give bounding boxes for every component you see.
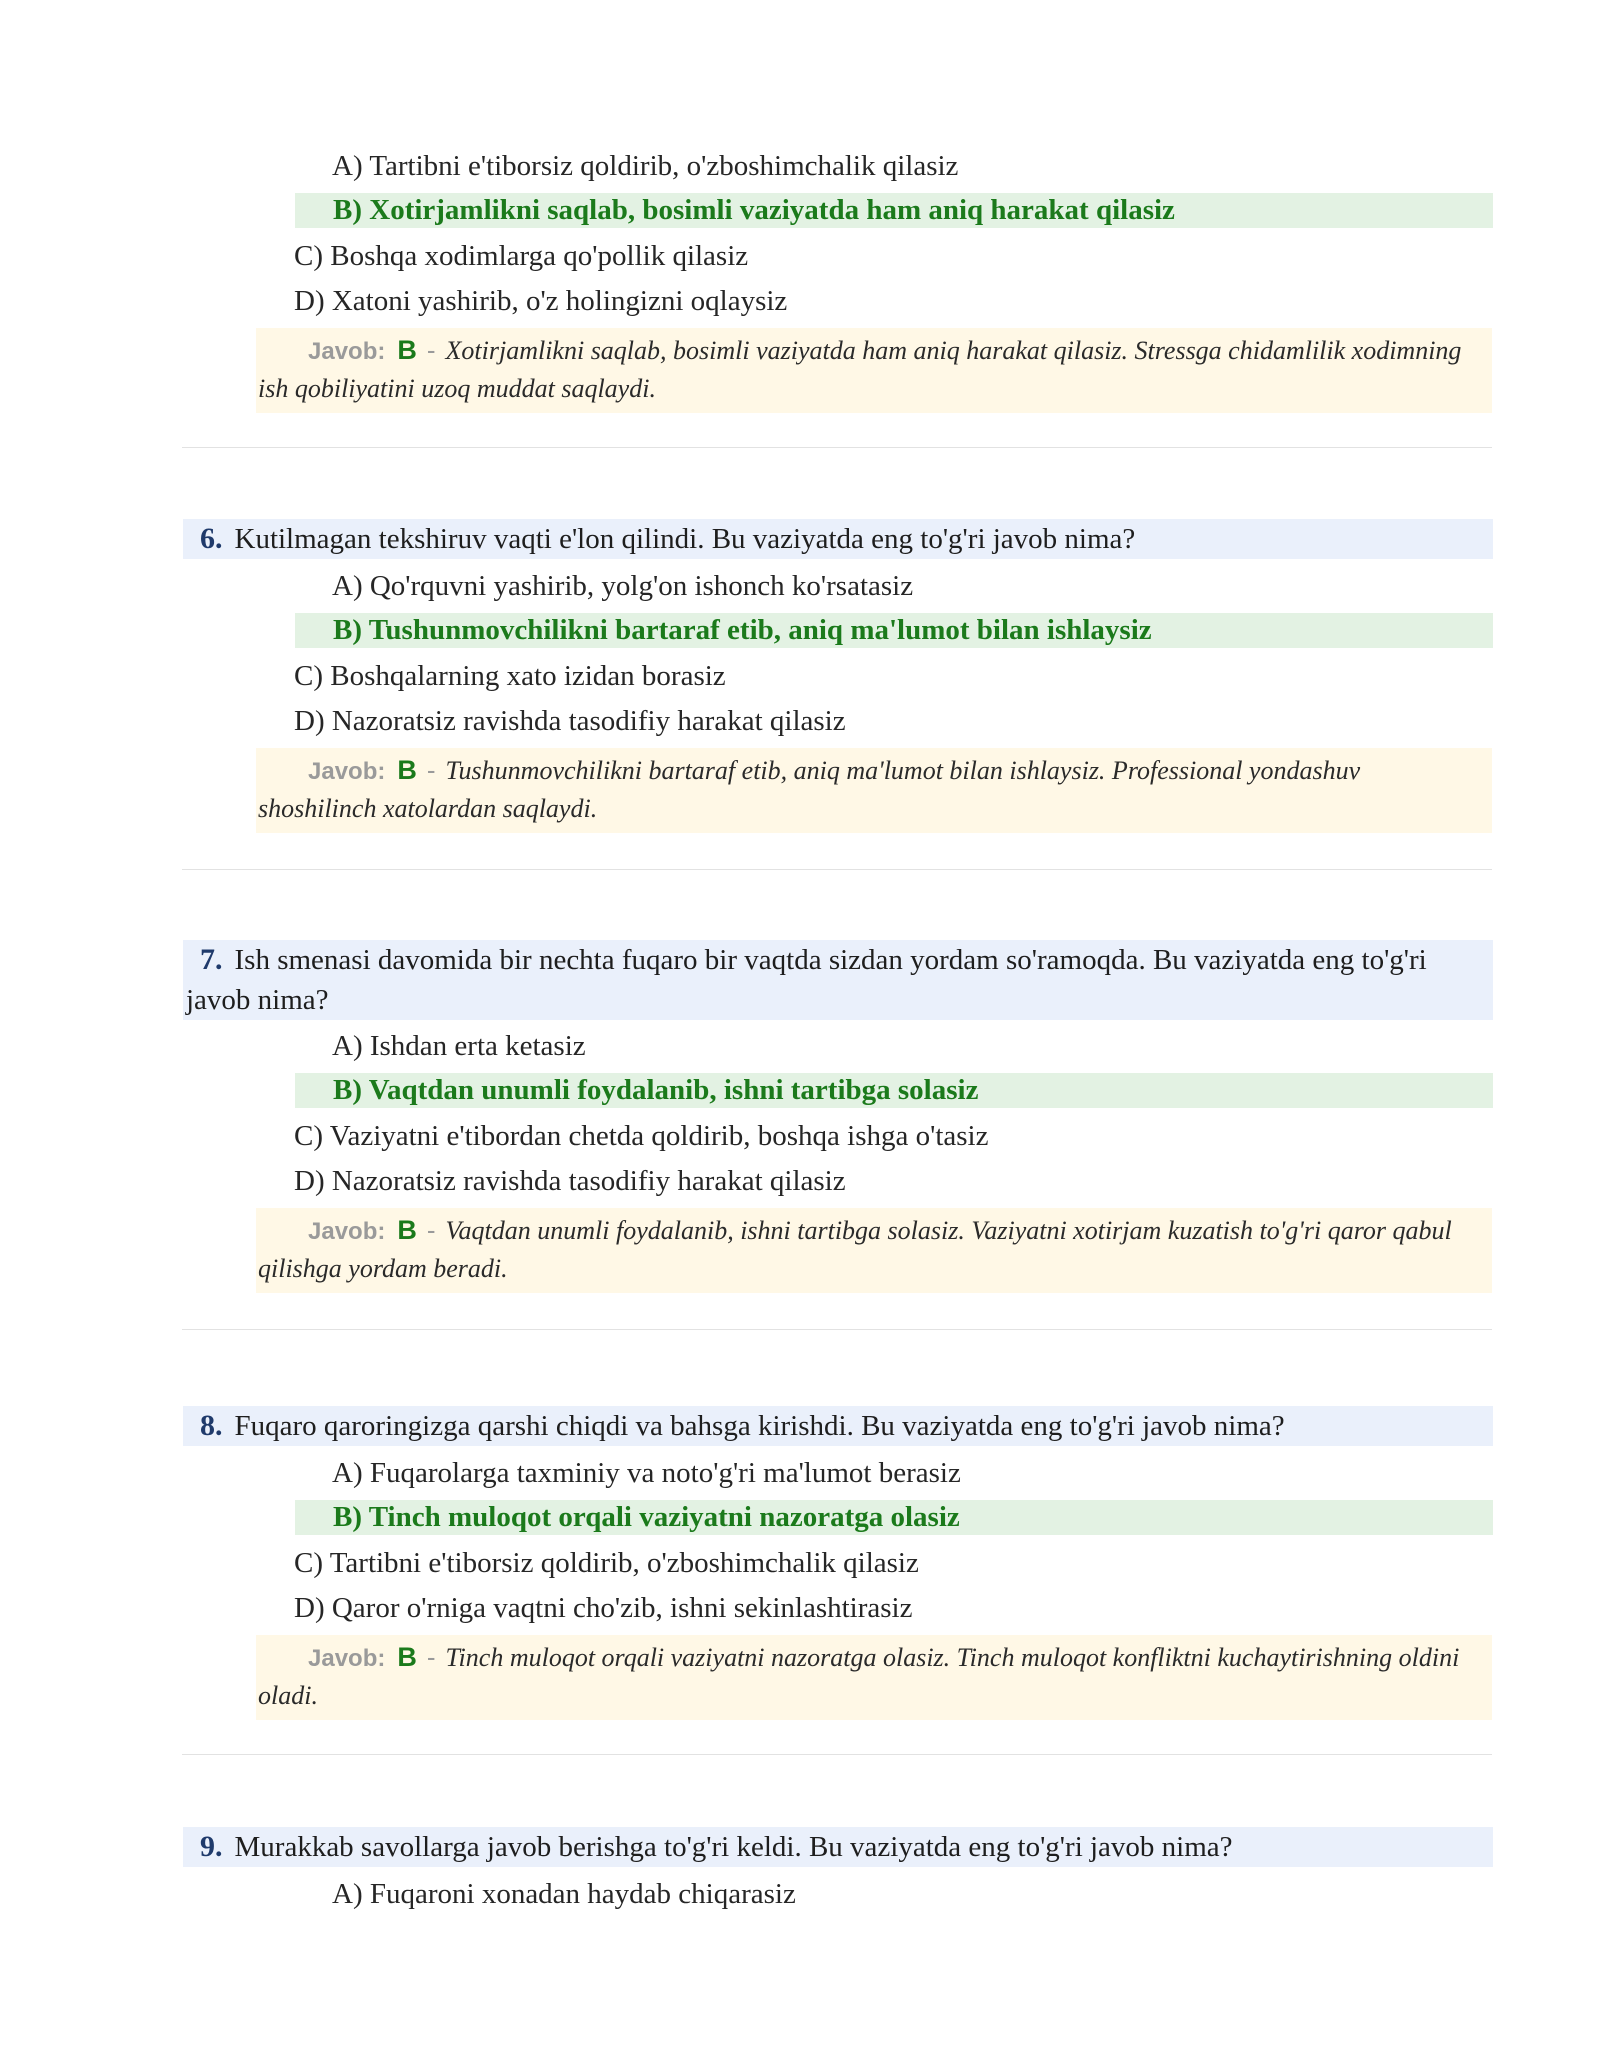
q6-text: Kutilmagan tekshiruv vaqti e'lon qilindi. Bu vaziyatda eng to'g'ri javob nima? [234, 523, 1136, 555]
q6-answer-box [256, 748, 1492, 833]
divider [182, 1329, 1492, 1330]
q6-option-c: C) Boshqalarning xato izidan borasiz [294, 660, 726, 692]
answer-explanation: Tinch muloqot orqali vaziyatni nazoratga olasiz. Tinch muloqot konfliktni kuchaytirishning oldini oladi. [258, 1643, 1460, 1710]
answer-explanation: Xotirjamlikni saqlab, bosimli vaziyatda ham aniq harakat qilasiz. Stressga chidamlilik xodimning ish qobiliyatini uzoq muddat saqlaydi. [258, 336, 1462, 403]
q9-number: 9. [200, 1830, 223, 1863]
q7-answer-box [256, 1208, 1492, 1293]
answer-label: Javob: [308, 758, 386, 785]
answer-dash: - [426, 1215, 436, 1245]
q5-option-b-correct: B) Xotirjamlikni saqlab, bosimli vaziyatda ham aniq harakat qilasiz [295, 193, 1493, 228]
q8-option-b-correct: B) Tinch muloqot orqali vaziyatni nazoratga olasiz [295, 1500, 1493, 1535]
q7-option-c: C) Vaziyatni e'tibordan chetda qoldirib, boshqa ishga o'tasiz [294, 1120, 989, 1152]
q8-number: 8. [200, 1409, 223, 1442]
q7-option-a: A) Ishdan erta ketasiz [332, 1030, 586, 1062]
answer-letter: B [397, 335, 417, 365]
answer-label: Javob: [308, 1218, 386, 1245]
answer-letter: B [397, 1215, 417, 1245]
answer-label: Javob: [308, 338, 386, 365]
answer-letter: B [397, 1642, 417, 1672]
q6-number: 6. [200, 522, 223, 555]
q9-text: Murakkab savollarga javob berishga to'g'ri keldi. Bu vaziyatda eng to'g'ri javob nima? [234, 1831, 1233, 1863]
q5-option-a: A) Tartibni e'tiborsiz qoldirib, o'zboshimchalik qilasiz [332, 150, 959, 182]
q5-answer-box [256, 328, 1492, 413]
answer-dash: - [426, 335, 436, 365]
answer-dash: - [426, 755, 436, 785]
divider [182, 869, 1492, 870]
q6-option-b-correct: B) Tushunmovchilikni bartaraf etib, aniq ma'lumot bilan ishlaysiz [295, 613, 1493, 648]
q7-option-b-correct: B) Vaqtdan unumli foydalanib, ishni tartibga solasiz [295, 1073, 1493, 1108]
q9-question [183, 1827, 1493, 1867]
q6-option-a: A) Qo'rquvni yashirib, yolg'on ishonch ko'rsatasiz [332, 570, 914, 602]
divider [182, 1754, 1492, 1755]
answer-explanation: Vaqtdan unumli foydalanib, ishni tartibga solasiz. Vaziyatni xotirjam kuzatish to'g'ri qaror qabul qilishga yordam beradi. [258, 1216, 1452, 1283]
q8-text: Fuqaro qaroringizga qarshi chiqdi va bahsga kirishdi. Bu vaziyatda eng to'g'ri javob nima? [234, 1410, 1285, 1442]
q6-option-d: D) Nazoratsiz ravishda tasodifiy harakat qilasiz [294, 705, 846, 737]
q8-option-c: C) Tartibni e'tiborsiz qoldirib, o'zboshimchalik qilasiz [294, 1547, 919, 1579]
q7-number: 7. [200, 943, 223, 976]
q8-option-d: D) Qaror o'rniga vaqtni cho'zib, ishni sekinlashtirasiz [294, 1592, 913, 1624]
q8-question [183, 1406, 1493, 1446]
divider [182, 447, 1492, 448]
q7-option-d: D) Nazoratsiz ravishda tasodifiy harakat qilasiz [294, 1165, 846, 1197]
q8-answer-box [256, 1635, 1492, 1720]
q6-question [183, 519, 1493, 559]
answer-explanation: Tushunmovchilikni bartaraf etib, aniq ma'lumot bilan ishlaysiz. Professional yondashuv shoshilinch xatolardan saqlaydi. [258, 756, 1361, 823]
answer-letter: B [397, 755, 417, 785]
q7-question [183, 940, 1493, 1020]
q7-text: Ish smenasi davomida bir nechta fuqaro bir vaqtda sizdan yordam so'ramoqda. Bu vaziyatda eng to'g'ri javob nima? [186, 944, 1427, 1016]
answer-dash: - [426, 1642, 436, 1672]
q5-option-c: C) Boshqa xodimlarga qo'pollik qilasiz [294, 240, 749, 272]
q8-option-a: A) Fuqarolarga taxminiy va noto'g'ri ma'lumot berasiz [332, 1457, 961, 1489]
q9-option-a: A) Fuqaroni xonadan haydab chiqarasiz [332, 1878, 796, 1910]
q5-option-d: D) Xatoni yashirib, o'z holingizni oqlaysiz [294, 285, 788, 317]
answer-label: Javob: [308, 1645, 386, 1672]
